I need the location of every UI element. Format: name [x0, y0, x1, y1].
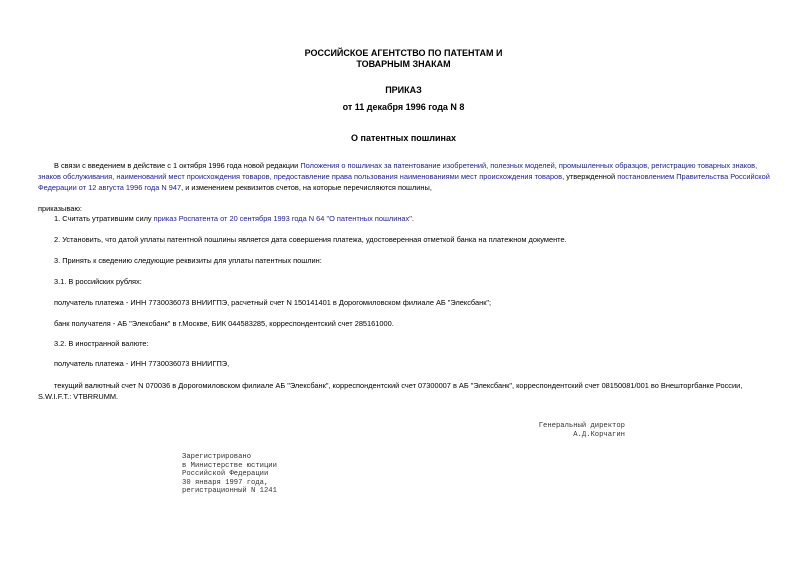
signature-name: А.Д.Корчагин: [573, 430, 625, 439]
item-1: [38, 213, 776, 224]
intro-text-1: В связи с введением в действие с 1 октября 1996 года новой редакции: [54, 161, 301, 170]
registration-block: [182, 453, 277, 496]
intro-text-2: , утвержденной: [562, 172, 618, 181]
rub-bank: банк получателя - АБ "Элексбанк" в г.Москве, БИК 044583285, корреспондентский счет 285161000.: [54, 319, 394, 328]
registration-line-3: Российской Федерации: [182, 470, 269, 479]
item-3-2: 3.2. В иностранной валюте:: [54, 339, 149, 348]
order-word: приказываю:: [38, 204, 82, 213]
registration-line-5: регистрационный N 1241: [182, 487, 277, 496]
rospatent-order-link[interactable]: приказ Роспатента от 20 сентября 1993 года N 64 "О патентных пошлинах": [153, 214, 412, 223]
agency-title-line2: ТОВАРНЫМ ЗНАКАМ: [356, 59, 451, 69]
intro-text-3: , и изменением реквизитов счетов, на которые перечисляются пошлины,: [181, 183, 432, 192]
fx-recipient: получатель платежа - ИНН 7730036073 ВНИИГПЭ,: [54, 359, 230, 368]
item-3-1: 3.1. В российских рублях:: [54, 277, 142, 286]
item-1-text-2: .: [411, 214, 414, 223]
registration-line-1: Зарегистрировано: [182, 453, 252, 461]
document-subject: О патентных пошлинах: [351, 133, 456, 143]
item-2: 2. Установить, что датой уплаты патентной пошлины является дата совершения платежа, удостоверенная отметкой банка на платежном документе.: [54, 235, 567, 244]
agency-title: [0, 48, 807, 70]
signature-block: [520, 422, 625, 439]
agency-title-line1: РОССИЙСКОЕ АГЕНТСТВО ПО ПАТЕНТАМ И: [304, 48, 503, 58]
regulation-link[interactable]: Положения о пошлинах за патентование изобретений, полезных моделей, промышленных образцов, регистрацию товарных знаков, знаков обслуживания, наименований мест происхождения товаров, предоставление права пользования наименованиями мест происхождения товаров: [38, 161, 758, 181]
signature-title: Генеральный директор: [538, 422, 625, 430]
intro-paragraph: [38, 160, 776, 193]
government-decree-link[interactable]: постановлением Правительства Российской Федерации от 12 августа 1996 года N 947: [38, 172, 770, 192]
item-1-text-1: 1. Считать утратившим силу: [54, 214, 154, 223]
registration-line-4: 30 января 1997 года,: [182, 478, 269, 487]
item-3: 3. Принять к сведению следующие реквизиты для уплаты патентных пошлин:: [54, 256, 322, 265]
document-date-number: от 11 декабря 1996 года N 8: [342, 102, 465, 112]
document-type: ПРИКАЗ: [385, 85, 422, 95]
rub-recipient: получатель платежа - ИНН 7730036073 ВНИИГПЭ, расчетный счет N 150141401 в Дорогомиловском филиале АБ "Элексбанк";: [54, 298, 492, 307]
registration-line-2: в Министерстве юстиции: [182, 461, 277, 470]
fx-account: текущий валютный счет N 070036 в Дорогомиловском филиале АБ "Элексбанк", корреспондентский счет 07300007 в АБ "Элексбанк", корреспондентский счет 08150081/001 во Внешторгбанке России, S.W.I.F.T.: VTBRRUMM.: [38, 381, 743, 401]
